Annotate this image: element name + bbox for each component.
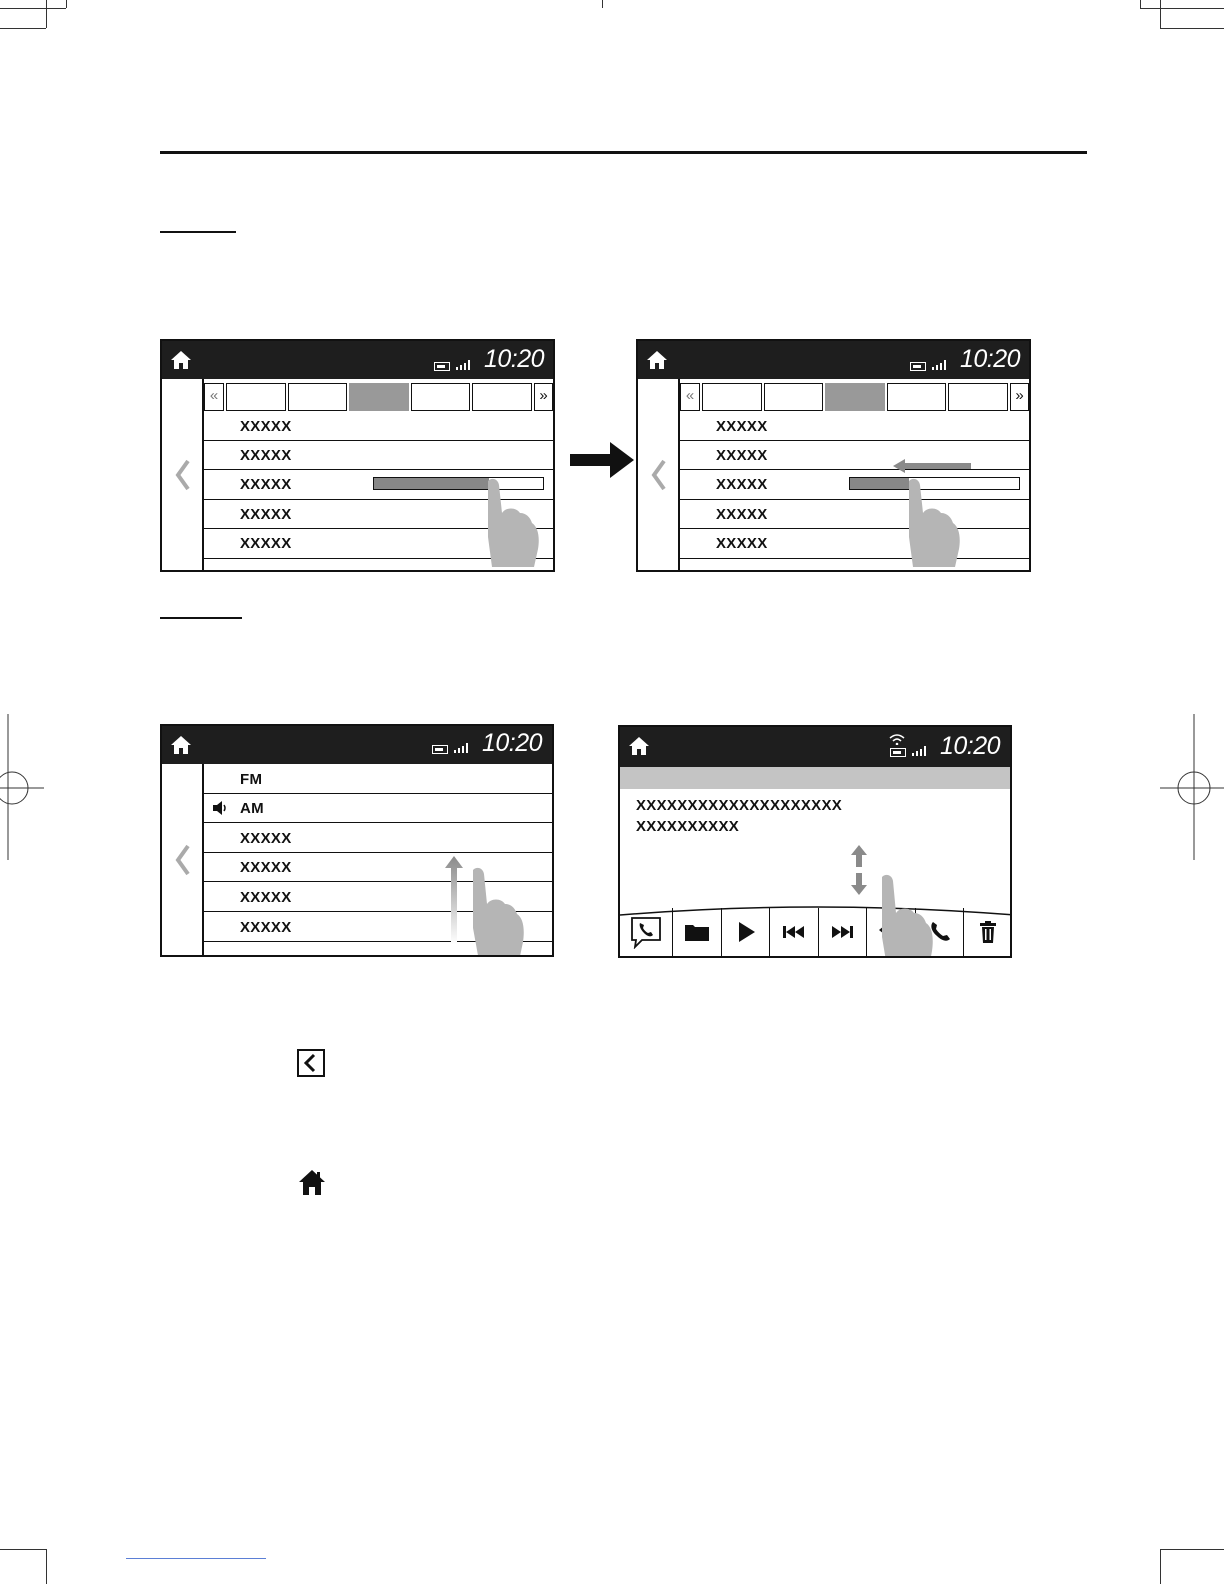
message-body-line: XXXXXXXXXX — [636, 818, 740, 835]
previous-track-icon — [783, 926, 805, 938]
clock: 10:20 — [482, 729, 543, 757]
signal-icon — [454, 743, 470, 753]
tab[interactable] — [702, 383, 762, 411]
crop-mark — [126, 1558, 266, 1559]
call-message-icon — [629, 915, 663, 949]
screen-slide-after — [636, 339, 1031, 572]
tab[interactable] — [887, 383, 946, 411]
message-header — [620, 767, 1010, 789]
home-icon[interactable] — [170, 734, 192, 756]
status-bar — [638, 341, 1029, 379]
screen-message — [618, 725, 1012, 958]
arrow-right-icon — [570, 442, 634, 478]
battery-icon — [432, 745, 448, 754]
crop-mark — [1160, 0, 1161, 28]
tab[interactable] — [226, 383, 286, 411]
signal-icon — [912, 746, 928, 756]
slider-fill — [850, 478, 909, 489]
list-item[interactable]: XXXXX — [202, 500, 553, 529]
previous-track-button[interactable] — [769, 908, 818, 956]
tab[interactable] — [288, 383, 347, 411]
crop-mark — [0, 8, 66, 9]
folder-icon — [685, 923, 709, 941]
status-bar — [162, 726, 552, 764]
slide-left-arrow — [893, 459, 971, 473]
play-button[interactable] — [721, 908, 769, 956]
next-track-icon — [832, 926, 854, 938]
finger-icon — [876, 873, 946, 958]
scroll-up-arrow — [445, 856, 463, 944]
tab[interactable] — [472, 383, 532, 411]
scroll-updown-arrow — [850, 845, 868, 895]
crop-mark — [1160, 1549, 1224, 1550]
heading-underline — [160, 231, 236, 233]
next-track-button[interactable] — [818, 908, 866, 956]
battery-icon — [434, 362, 450, 371]
crop-mark — [1160, 28, 1224, 29]
tab-prev-button[interactable]: « — [204, 383, 224, 411]
list-item[interactable]: XXXXX — [202, 882, 552, 912]
list-item[interactable]: XXXXX — [202, 529, 553, 559]
list-item[interactable]: XXXXX — [678, 470, 1029, 500]
crop-mark — [46, 1549, 47, 1584]
play-icon — [737, 922, 755, 942]
home-icon[interactable] — [646, 349, 668, 371]
status-bar — [162, 341, 553, 379]
tab-strip — [204, 383, 553, 411]
crop-mark — [46, 0, 47, 28]
call-message-button[interactable] — [620, 908, 672, 956]
finger-icon — [903, 477, 973, 567]
crop-mark — [66, 0, 67, 8]
list-item[interactable]: XXXXX — [202, 853, 552, 882]
clock: 10:20 — [960, 345, 1021, 373]
tab-selected[interactable] — [825, 383, 885, 411]
tab-strip — [680, 383, 1029, 411]
message-body-line: XXXXXXXXXXXXXXXXXXXX — [636, 797, 843, 814]
crop-mark — [0, 1549, 46, 1550]
home-icon[interactable] — [628, 735, 650, 757]
chevron-left-icon[interactable] — [650, 459, 668, 491]
back-button-icon — [297, 1049, 325, 1077]
signal-icon — [932, 360, 948, 370]
back-column — [162, 379, 204, 570]
list-item[interactable]: FM — [202, 764, 552, 794]
back-column — [638, 379, 680, 570]
tab[interactable] — [411, 383, 470, 411]
delete-button[interactable] — [963, 908, 1012, 956]
chevron-left-icon[interactable] — [174, 459, 192, 491]
crop-mark — [1140, 0, 1141, 8]
heading-underline — [160, 617, 242, 619]
list-item[interactable]: XXXXX — [678, 500, 1029, 529]
message-toolbar — [620, 908, 1010, 956]
tab-next-button[interactable]: » — [1010, 383, 1029, 411]
list-item[interactable]: XXXXX — [202, 412, 553, 441]
section-rule — [160, 151, 1087, 154]
back-column — [162, 764, 204, 955]
list-item[interactable]: XXXXX — [202, 470, 553, 500]
registration-mark — [0, 714, 46, 860]
list-item[interactable]: XXXXX — [202, 912, 552, 942]
list-item[interactable]: AM — [202, 794, 552, 823]
list-item[interactable]: XXXXX — [678, 529, 1029, 559]
finger-icon — [482, 477, 552, 567]
wifi-icon — [888, 733, 906, 745]
battery-icon — [890, 748, 906, 757]
home-icon — [298, 1169, 326, 1196]
clock: 10:20 — [484, 345, 545, 373]
screen-slide-before — [160, 339, 555, 572]
screen-radio-list — [160, 724, 554, 957]
list-item[interactable]: XXXXX — [678, 441, 1029, 470]
battery-icon — [910, 362, 926, 371]
speaker-icon — [212, 801, 228, 815]
crop-mark — [602, 0, 603, 8]
status-bar — [620, 727, 1010, 767]
chevron-left-icon[interactable] — [174, 844, 192, 876]
tab-next-button[interactable]: » — [534, 383, 553, 411]
folder-button[interactable] — [672, 908, 721, 956]
crop-mark — [1140, 8, 1224, 9]
list-item[interactable]: XXXXX — [202, 441, 553, 470]
trash-icon — [979, 921, 997, 943]
crop-mark — [0, 28, 46, 29]
list-item[interactable]: XXXXX — [678, 412, 1029, 441]
finger-icon — [467, 866, 537, 957]
tab-selected[interactable] — [349, 383, 409, 411]
tab[interactable] — [948, 383, 1008, 411]
tab-prev-button[interactable]: « — [680, 383, 700, 411]
crop-mark — [1160, 1549, 1161, 1584]
tab[interactable] — [764, 383, 823, 411]
registration-mark — [1160, 714, 1224, 860]
list-item[interactable]: XXXXX — [202, 823, 552, 853]
slider-fill — [374, 478, 489, 489]
home-icon[interactable] — [170, 349, 192, 371]
signal-icon — [456, 360, 472, 370]
clock: 10:20 — [940, 732, 1001, 760]
